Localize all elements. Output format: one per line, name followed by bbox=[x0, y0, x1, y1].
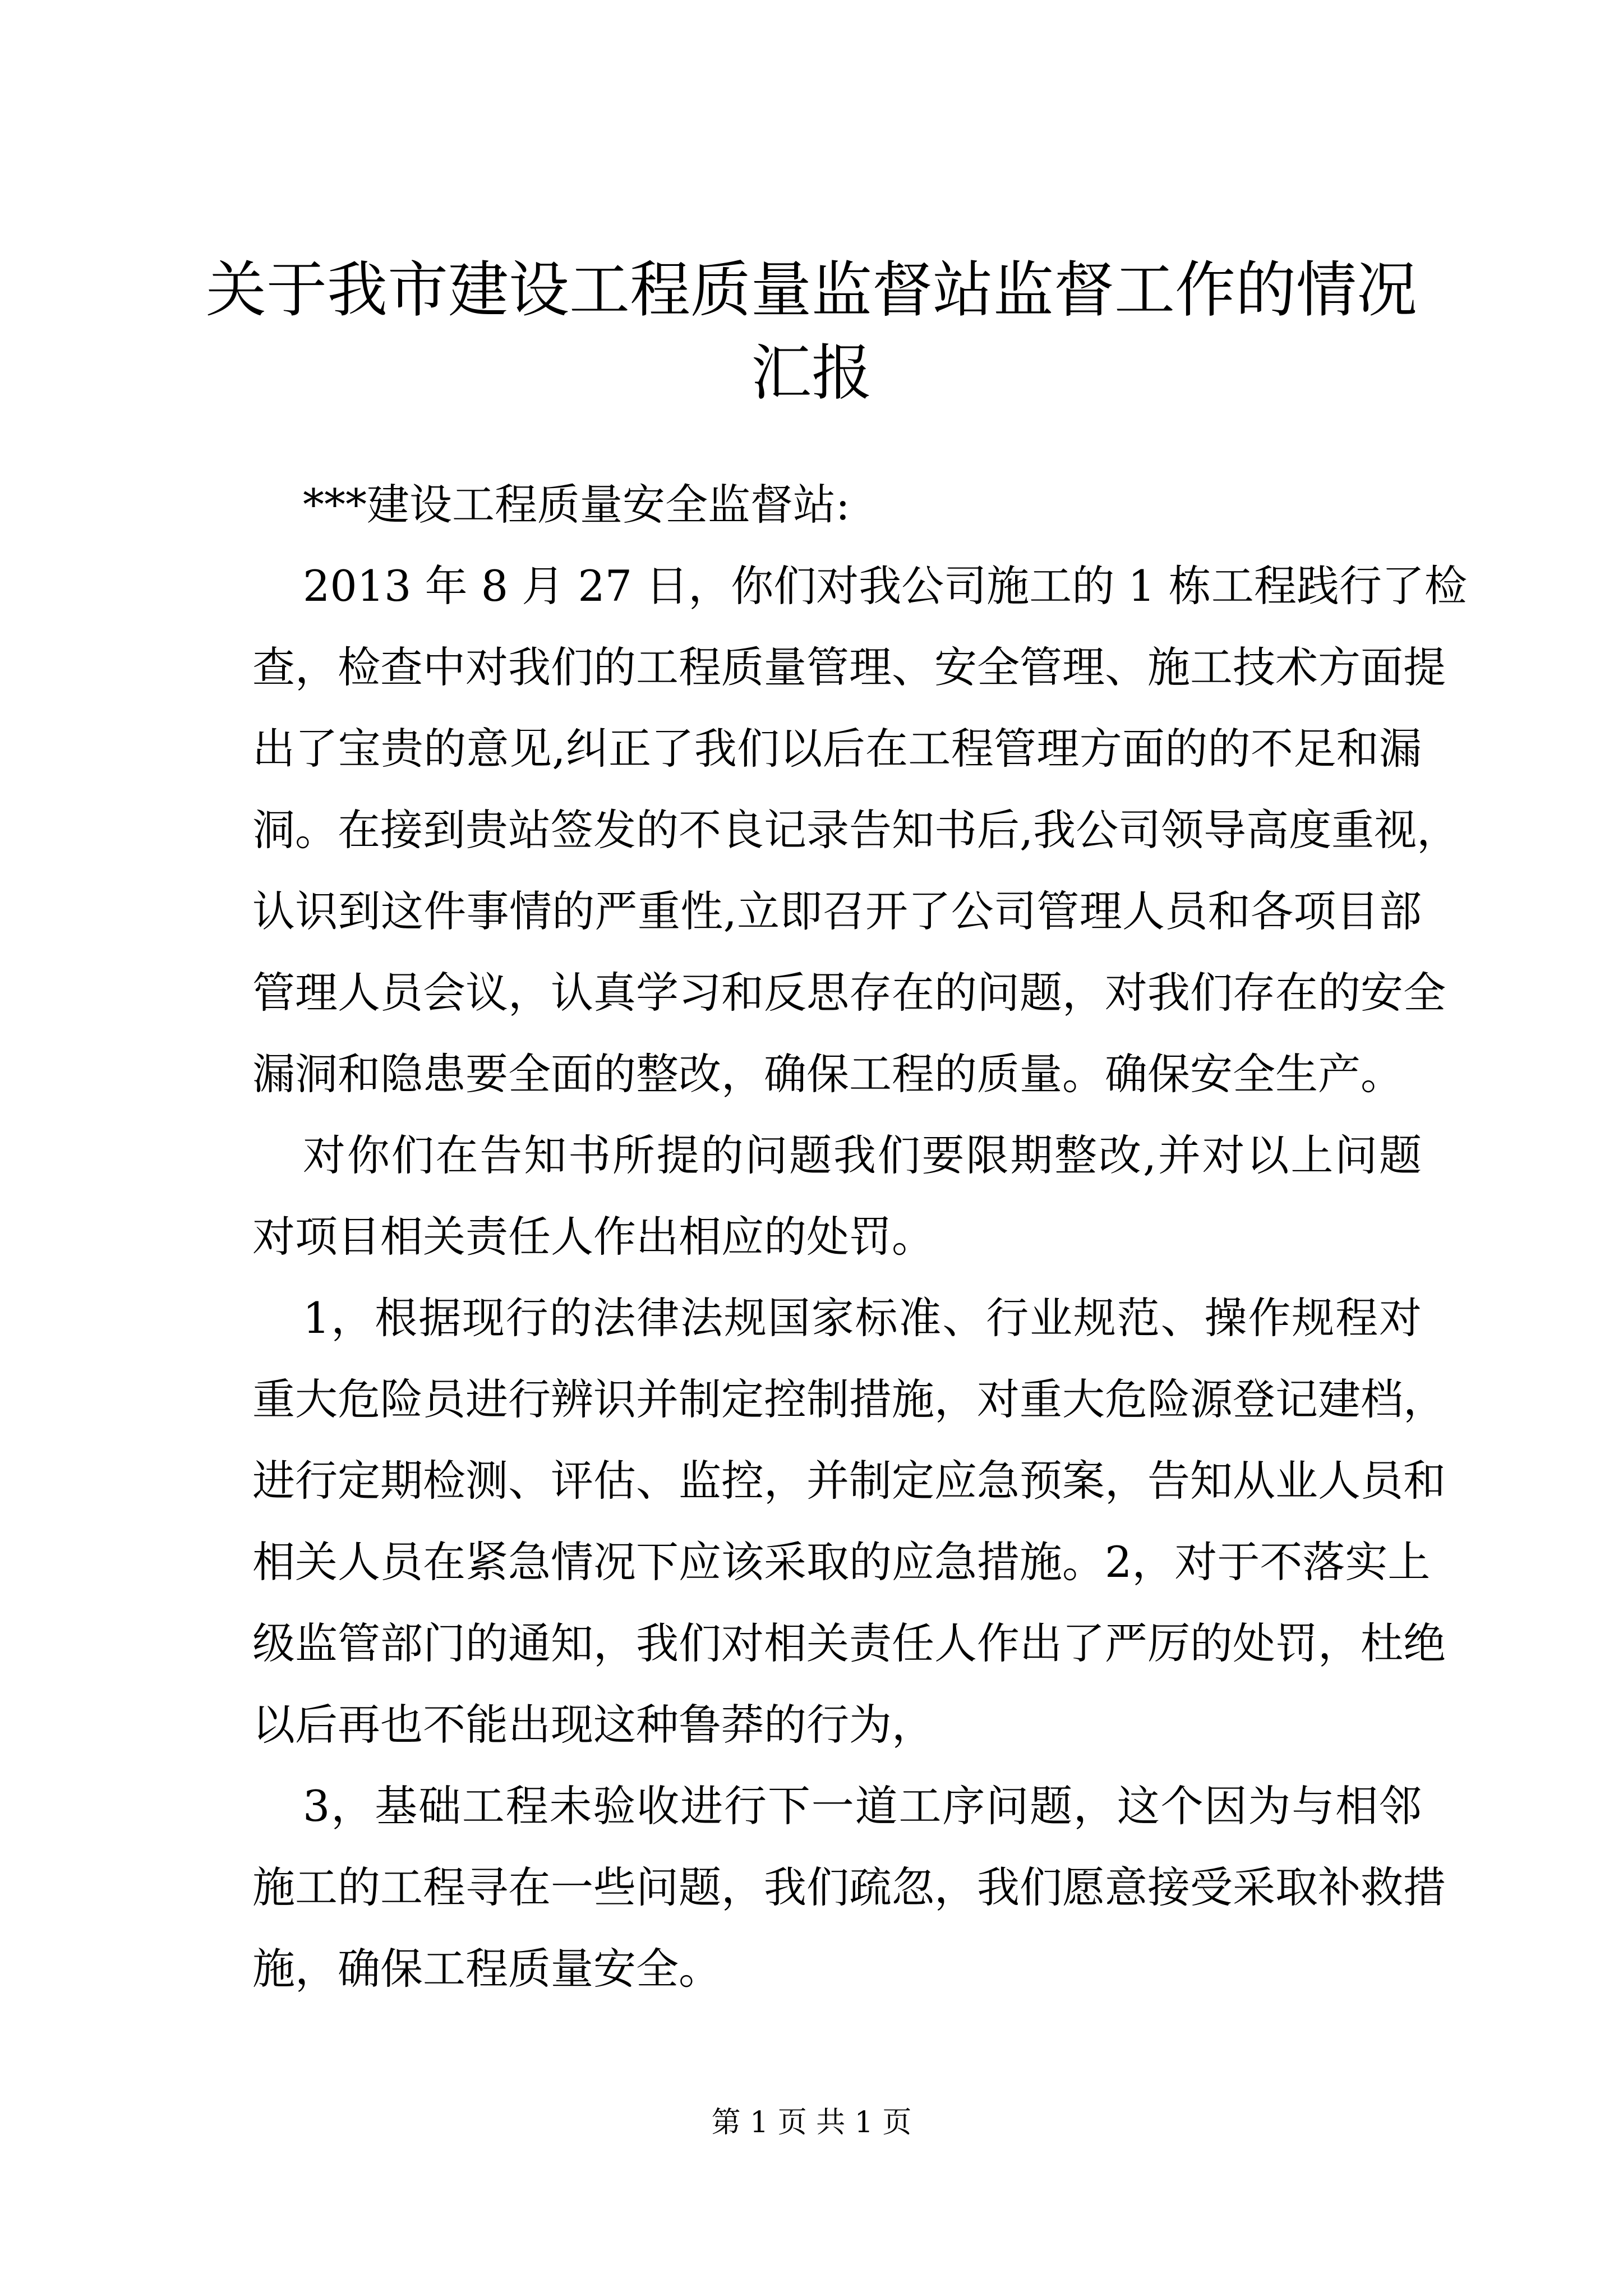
body-line: 对项目相关责任人作出相应的处罚。 bbox=[252, 1212, 934, 1262]
body-line: 对你们在告知书所提的问题我们要限期整改,并对以上问题 bbox=[303, 1130, 1422, 1180]
body-line: 进行定期检测、评估、监控，并制定应急预案，告知从业人员和 bbox=[252, 1456, 1446, 1506]
body-line: 3，基础工程未验收进行下一道工序问题，这个因为与相邻 bbox=[303, 1781, 1422, 1831]
body-line: 查，检查中对我们的工程质量管理、安全管理、施工技术方面提 bbox=[252, 642, 1446, 692]
body-line: 相关人员在紧急情况下应该采取的应急措施。2，对于不落实上 bbox=[252, 1537, 1431, 1587]
body-line: 洞。在接到贵站签发的不良记录告知书后,我公司领导高度重视， bbox=[252, 805, 1460, 855]
body-line: 施工的工程寻在一些问题，我们疏忽，我们愿意接受采取补救措 bbox=[252, 1862, 1446, 1912]
salutation: ***建设工程质量安全监督站: bbox=[303, 480, 850, 530]
document-title-line-2: 汇报 bbox=[750, 338, 872, 408]
body-line: 以后再也不能出现这种鲁莽的行为， bbox=[252, 1700, 934, 1750]
document-title-line-1: 关于我市建设工程质量监督站监督工作的情况 bbox=[205, 255, 1417, 325]
page-number-footer: 第 1 页 共 1 页 bbox=[711, 2106, 912, 2139]
body-line: 级监管部门的通知，我们对相关责任人作出了严厉的处罚，杜绝 bbox=[252, 1618, 1446, 1668]
body-line: 重大危险员进行辨识并制定控制措施，对重大危险源登记建档， bbox=[252, 1374, 1446, 1424]
body-line: 漏洞和隐患要全面的整改，确保工程的质量。确保安全生产。 bbox=[252, 1049, 1403, 1099]
body-line: 出了宝贵的意见,纠正了我们以后在工程管理方面的的不足和漏 bbox=[252, 724, 1422, 774]
body-line: 认识到这件事情的严重性,立即召开了公司管理人员和各项目部 bbox=[252, 886, 1422, 936]
body-line: 2013 年 8 月 27 日，你们对我公司施工的 1 栋工程践行了检 bbox=[303, 561, 1467, 611]
body-line: 管理人员会议，认真学习和反思存在的问题，对我们存在的安全 bbox=[252, 968, 1446, 1018]
body-line: 施，确保工程质量安全。 bbox=[252, 1944, 721, 1994]
body-line: 1，根据现行的法律法规国家标准、行业规范、操作规程对 bbox=[303, 1293, 1422, 1343]
